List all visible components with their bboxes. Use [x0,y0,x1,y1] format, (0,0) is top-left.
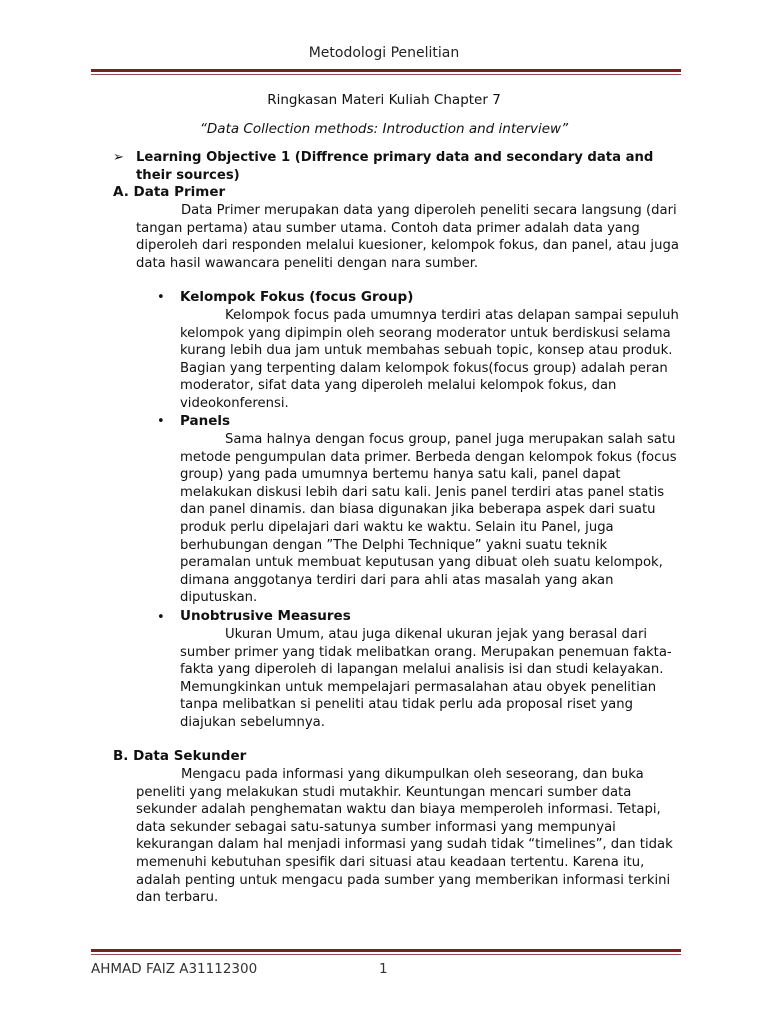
bullet-icon: • [157,414,165,429]
subsection-text-unobtrusive: Ukuran Umum, atau juga dikenal ukuran jejak yang berasal dari sumber primer yang tidak melibatkan orang. Merupakan penemuan fakta-fakta yang diperoleh di lapangan melalui analisis isi dan studi kelayakan. Memungkinkan untuk mempelajari permasalahan atau obyek penelitian tanpa melibatkan si peneliti atau tidak perlu ada proposal riset yang diajukan sebelumnya. [180,627,672,730]
subsection-heading-unobtrusive: Unobtrusive Measures [180,608,351,624]
footer-rule-thin [91,954,681,955]
section-b-heading: B. Data Sekunder [113,748,247,764]
document-title: Ringkasan Materi Kuliah Chapter 7 [267,92,501,108]
bullet-icon: • [157,610,165,625]
footer-author: AHMAD FAIZ A31112300 [91,961,258,977]
header-rule-thick [91,69,681,72]
learning-objective: Learning Objective 1 (Diffrence primary data and secondary data and their sources) [136,150,654,183]
section-a-paragraph: Data Primer merupakan data yang diperoleh peneliti secara langsung (dari tangan pertama) atau sumber utama. Contoh data primer adalah data yang diperoleh dari responden melalui kuesioner, kelompok fokus, dan panel, atau juga data hasil wawancara peneliti dengan nara sumber. [136,203,679,271]
arrow-bullet-icon: ➢ [113,150,124,165]
header-rule-thin [91,74,681,75]
subsection-heading-panels: Panels [180,413,231,429]
subsection-text-focus-group: Kelompok focus pada umumnya terdiri atas delapan sampai sepuluh kelompok yang dipimpin oleh seorang moderator untuk berdiskusi selama kurang lebih dua jam untuk membahas sebuah topic, konsep atau produk. Bagian yang terpenting dalam kelompok fokus(focus group) adalah peran moderator, sifat data yang diperoleh melalui kelompok fokus, dan videokonferensi. [180,308,679,411]
document-subtitle: “Data Collection methods: Introduction and interview” [199,121,569,137]
running-header: Metodologi Penelitian [308,45,460,61]
page-number: 1 [379,961,388,977]
footer-rule-thick [91,949,681,952]
subsection-heading-focus-group: Kelompok Fokus (focus Group) [180,289,414,305]
bullet-icon: • [157,290,165,305]
section-a-heading: A. Data Primer [113,184,226,200]
section-b-paragraph: Mengacu pada informasi yang dikumpulkan oleh seseorang, dan buka peneliti yang melakukan studi mutakhir. Keuntungan mencari sumber data sekunder adalah penghematan waktu dan biaya memperoleh informasi. Tetapi, data sekunder sebagai satu-satunya sumber informasi yang mempunyai kekurangan dalam hal menjadi informasi yang sudah tidak “timelines”, dan tidak memenuhi kebutuhan spesifik dari situasi atau keadaan tertentu. Karena itu, adalah penting untuk mengacu pada sumber yang memberikan informasi terkini dan terbaru. [136,767,673,906]
subsection-text-panels: Sama halnya dengan focus group, panel juga merupakan salah satu metode pengumpulan data primer. Berbeda dengan kelompok fokus (focus group) yang pada umumnya bertemu hanya satu kali, panel dapat melakukan diskusi lebih dari satu kali. Jenis panel terdiri atas panel statis dan panel dinamis. dan biasa digunakan jika beberapa aspek dari suatu produk perlu dipelajari dari waktu ke waktu. Selain itu Panel, juga berhubungan dengan ”The Delphi Technique” yakni suatu teknik peramalan untuk membuat keputusan yang dibuat oleh suatu kelompok, dimana anggotanya terdiri dari para ahli atas masalah yang akan diputuskan. [180,432,677,606]
